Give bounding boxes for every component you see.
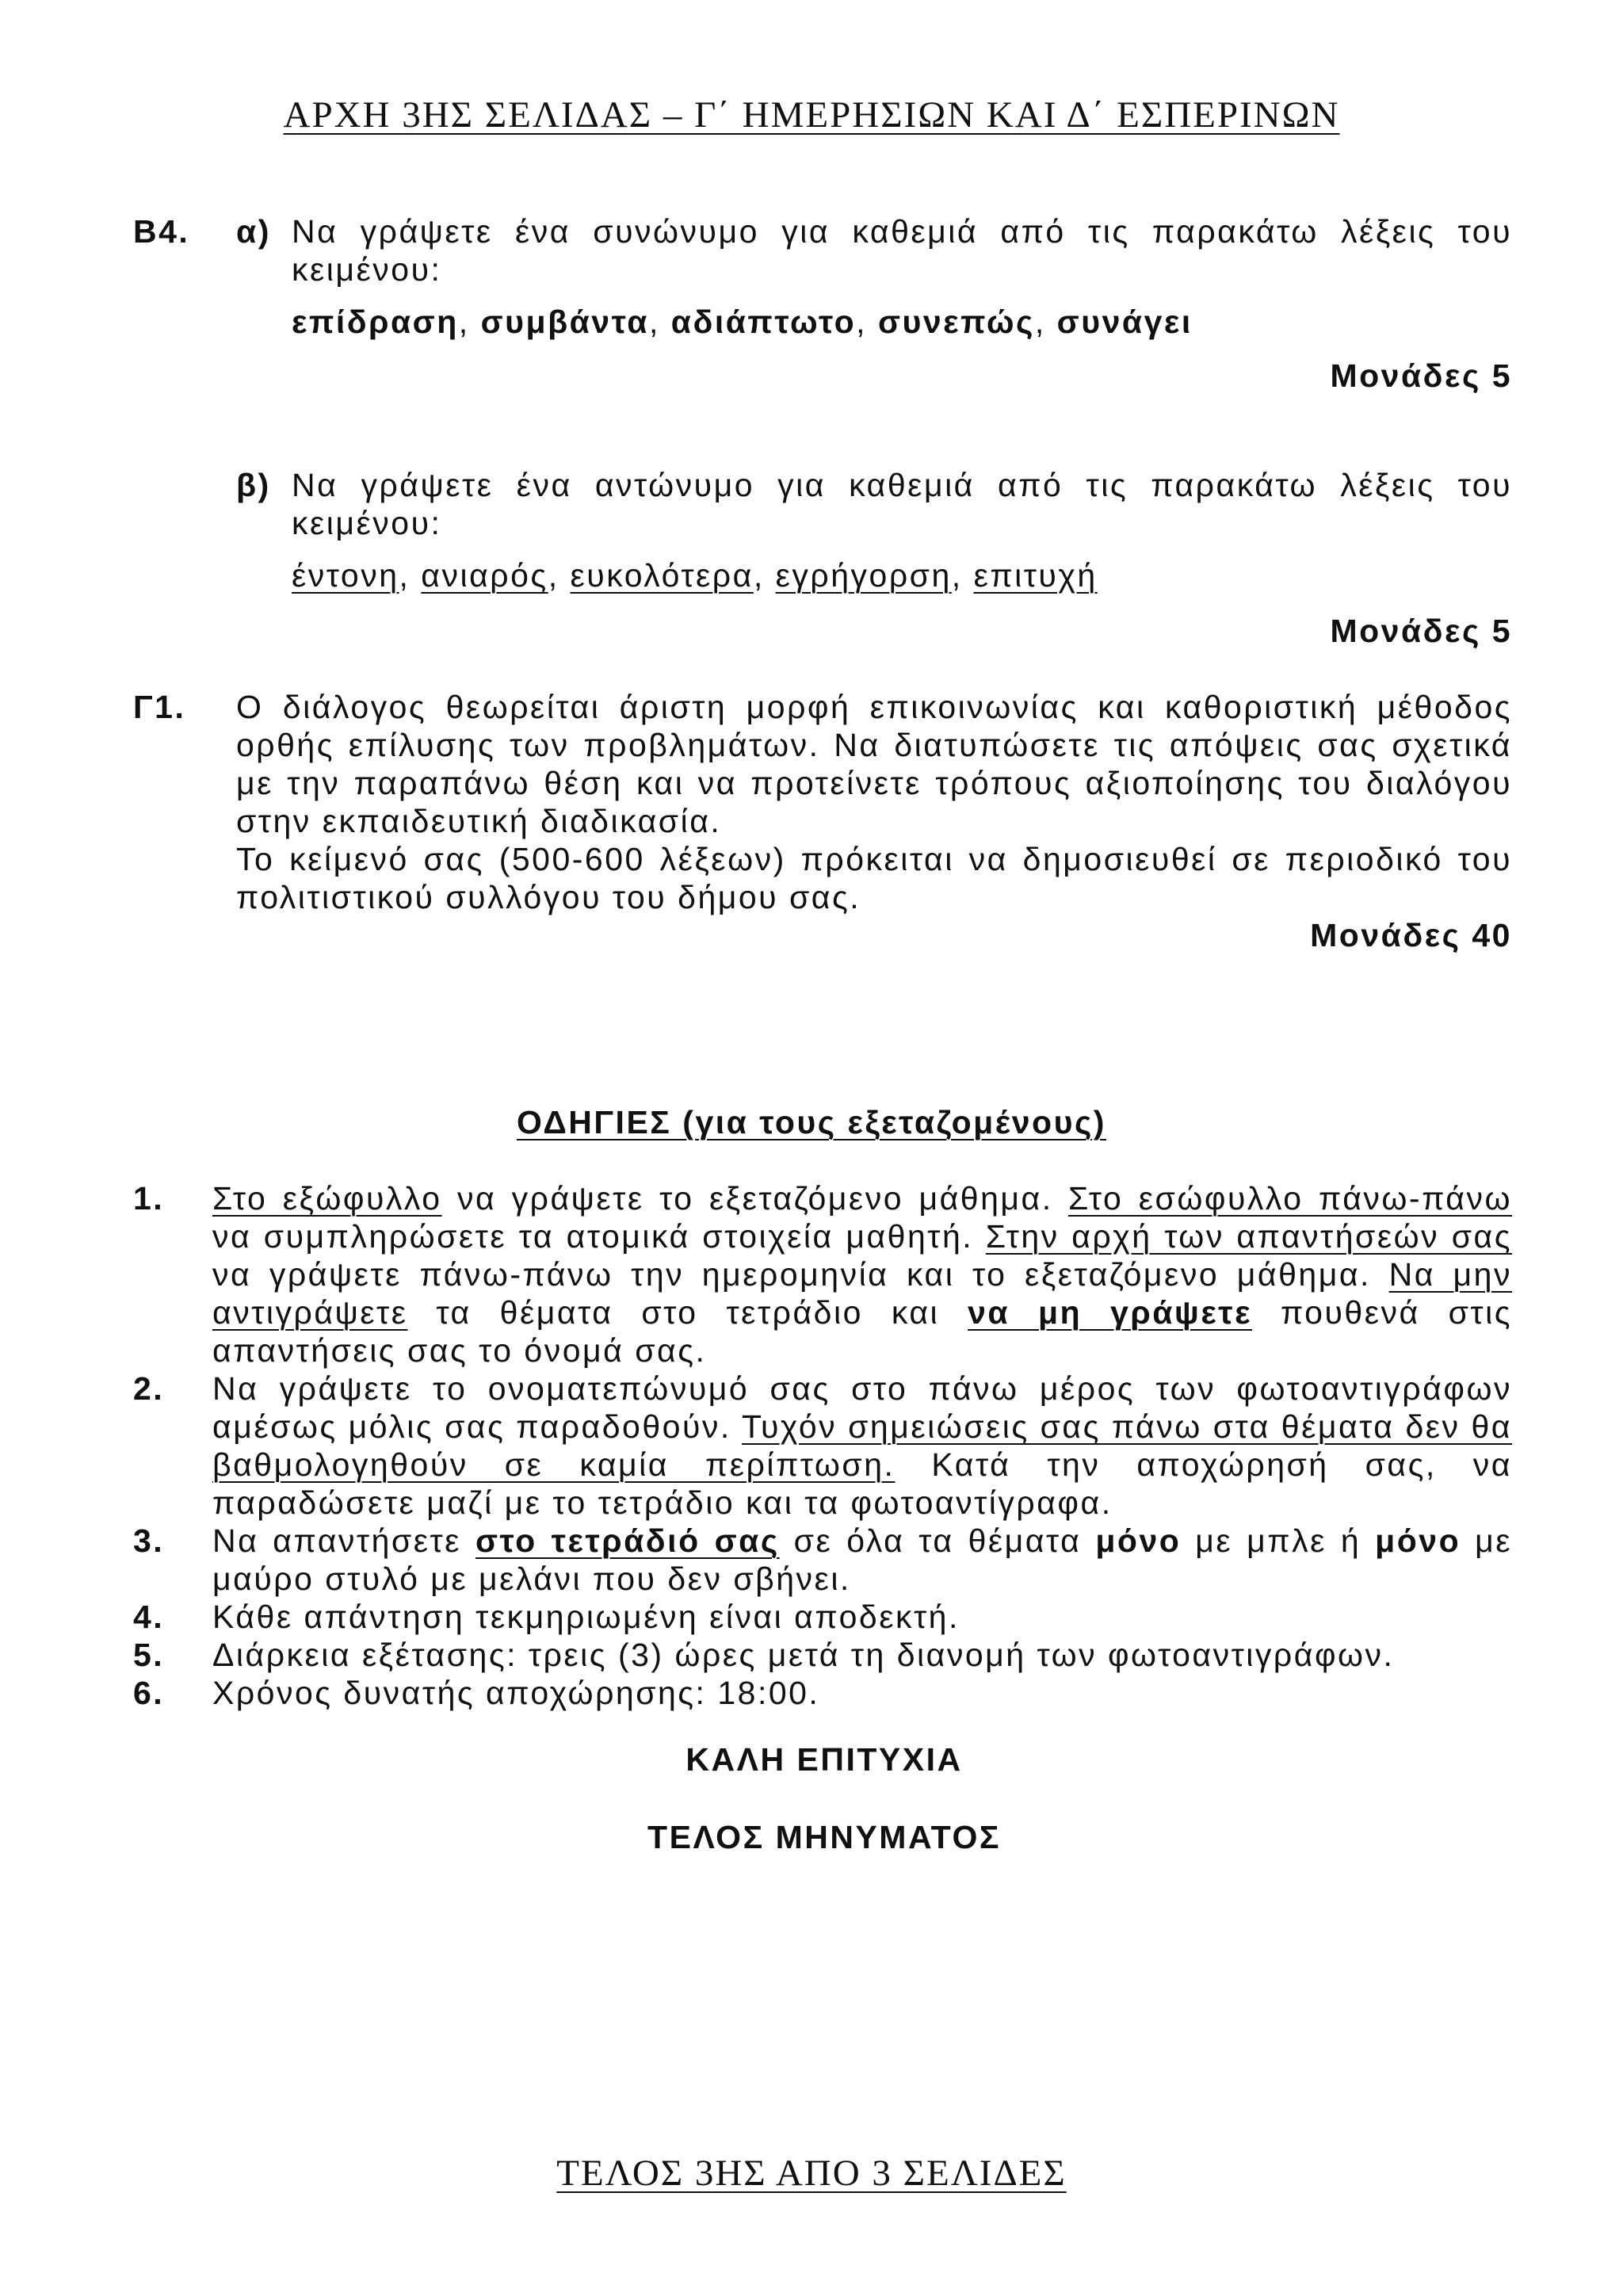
instruction-text [212,1179,1512,1370]
instruction-number: 6. [133,1675,165,1711]
question-b4a-points: Μονάδες 5 [1330,357,1512,394]
word: συνεπώς [877,304,1035,340]
instruction-item-5 [133,1636,1512,1674]
question-g1-text-2: Το κείμενό σας (500-600 λέξεων) πρόκειται να δημοσιευθεί σε περιοδικό του πολιτιστικού συλλόγου του δήμου σας. [236,841,1512,915]
word: αδιάπτωτο [670,304,857,340]
word: συμβάντα [480,304,649,340]
question-b4b-label: β) [236,467,271,503]
instruction-number: 2. [133,1370,165,1407]
word: συνάγει [1056,304,1193,340]
instruction-number: 4. [133,1599,165,1635]
instruction-part: Να απαντήσετε [212,1522,475,1559]
instruction-part: Στο εσώφυλλο πάνω-πάνω [1068,1180,1512,1217]
instruction-item-4 [133,1598,1512,1636]
instruction-text: Χρόνος δυνατής αποχώρησης: 18:00. [212,1675,820,1711]
page-footer [0,2152,1623,2195]
instruction-part: με μπλε ή [1181,1522,1376,1559]
question-g1-number: Γ1. [133,689,186,725]
instruction-item-6 [133,1674,1512,1712]
question-b4a-text: Να γράψετε ένα συνώνυμο για καθεμιά από τις παρακάτω λέξεις του κειμένου: [292,213,1512,288]
instruction-part: σε όλα τα θέματα [779,1522,1096,1559]
instructions-title-text: ΟΔΗΓΙΕΣ (για τους εξεταζομένους) [517,1104,1106,1140]
question-g1-points: Μονάδες 40 [1310,917,1512,953]
page-header [0,94,1623,136]
instruction-part: Να γράψετε το ονοματεπώνυμό σας στο πάνω μέρος των φωτοαντιγράφων αμέσως μόλις σας παραδοθούν. [212,1370,1512,1445]
instruction-item-2 [133,1370,1512,1522]
instruction-part: Στο εξώφυλλο [212,1180,442,1217]
instruction-item-1 [133,1179,1512,1370]
word: επιτυχή [973,557,1098,594]
instruction-part: να γράψετε το εξεταζόμενο μάθημα. [441,1180,1069,1217]
word: ανιαρός [421,557,548,594]
instruction-part: στο τετράδιό σας [475,1522,780,1559]
question-g1-text: Ο διάλογος θεωρείται άριστη μορφή επικοινωνίας και καθοριστική μέθοδος ορθής επίλυσης των προβλημάτων. Να διατυπώσετε τις απόψεις σας σχετικά με την παραπάνω θέση και να προτείνετε τρόπους αξιοποίησης του διαλόγου στην εκπαιδευτική διαδικασία. [236,689,1512,839]
page-footer-text: ΤΕΛΟΣ 3ΗΣ ΑΠΟ 3 ΣΕΛΙΔΕΣ [556,2153,1067,2194]
question-b4b-words: έντονη, ανιαρός, ευκολότερα, εγρήγορση, επιτυχή [292,557,1098,594]
instruction-text: Κάθε απάντηση τεκμηριωμένη είναι αποδεκτή. [212,1599,960,1635]
word: ευκολότερα [570,557,754,594]
question-b4a-label: α) [236,213,271,250]
instruction-text [212,1370,1512,1522]
instruction-part: Κατά την αποχώρησή σας, να παραδώσετε μαζί με το τετράδιο και τα φωτοαντίγραφα. [212,1446,1512,1521]
word: εγρήγορση [775,557,952,594]
good-luck: ΚΑΛΗ ΕΠΙΤΥΧΙΑ [685,1741,963,1778]
question-b4-number: Β4. [133,213,190,250]
instruction-part: με μαύρο στυλό με μελάνι που δεν σβήνει. [212,1522,1513,1597]
instruction-part: Τυχόν σημειώσεις σας πάνω στα θέματα δεν θα βαθμολογηθούν σε καμία περίπτωση. [212,1408,1512,1483]
instruction-number: 3. [133,1522,165,1559]
page-header-text: ΑΡΧΗ 3ΗΣ ΣΕΛΙΔΑΣ – Γ΄ ΗΜΕΡΗΣΙΩΝ ΚΑΙ Δ΄ ΕΣΠΕΡΙΝΩΝ [283,94,1340,136]
end-of-message: ΤΕΛΟΣ ΜΗΝΥΜΑΤΟΣ [647,1819,1001,1855]
instructions-title [0,1103,1623,1141]
question-b4b-text: Να γράψετε ένα αντώνυμο για καθεμιά από τις παρακάτω λέξεις του κειμένου: [292,467,1512,541]
instruction-part: πουθενά στις απαντήσεις σας το όνομά σας. [212,1294,1512,1369]
question-b4b-points: Μονάδες 5 [1330,613,1512,649]
question-b4a-words: επίδραση, συμβάντα, αδιάπτωτο, συνεπώς, συνάγει [292,304,1193,340]
instruction-part: Να μην αντιγράψετε [212,1256,1512,1331]
instruction-part: να μη γράψετε [968,1294,1253,1331]
instruction-part: μόνο [1095,1522,1182,1559]
instruction-number: 5. [133,1637,165,1673]
instruction-part: τα θέματα στο τετράδιο και [407,1294,968,1331]
instruction-text [212,1522,1512,1598]
instruction-part: μόνο [1375,1522,1461,1559]
instruction-text: Διάρκεια εξέτασης: τρεις (3) ώρες μετά τη διανομή των φωτοαντιγράφων. [212,1637,1395,1673]
instruction-part: να γράψετε πάνω-πάνω την ημερομηνία και το εξεταζόμενο μάθημα. [212,1256,1389,1293]
instruction-part: να συμπληρώσετε τα ατομικά στοιχεία μαθητή. [212,1218,986,1255]
word: έντονη [292,557,399,594]
instruction-item-3 [133,1522,1512,1598]
instruction-number: 1. [133,1180,165,1217]
word: επίδραση [292,304,459,340]
instruction-part: Στην αρχή των απαντήσεών σας [985,1218,1512,1255]
